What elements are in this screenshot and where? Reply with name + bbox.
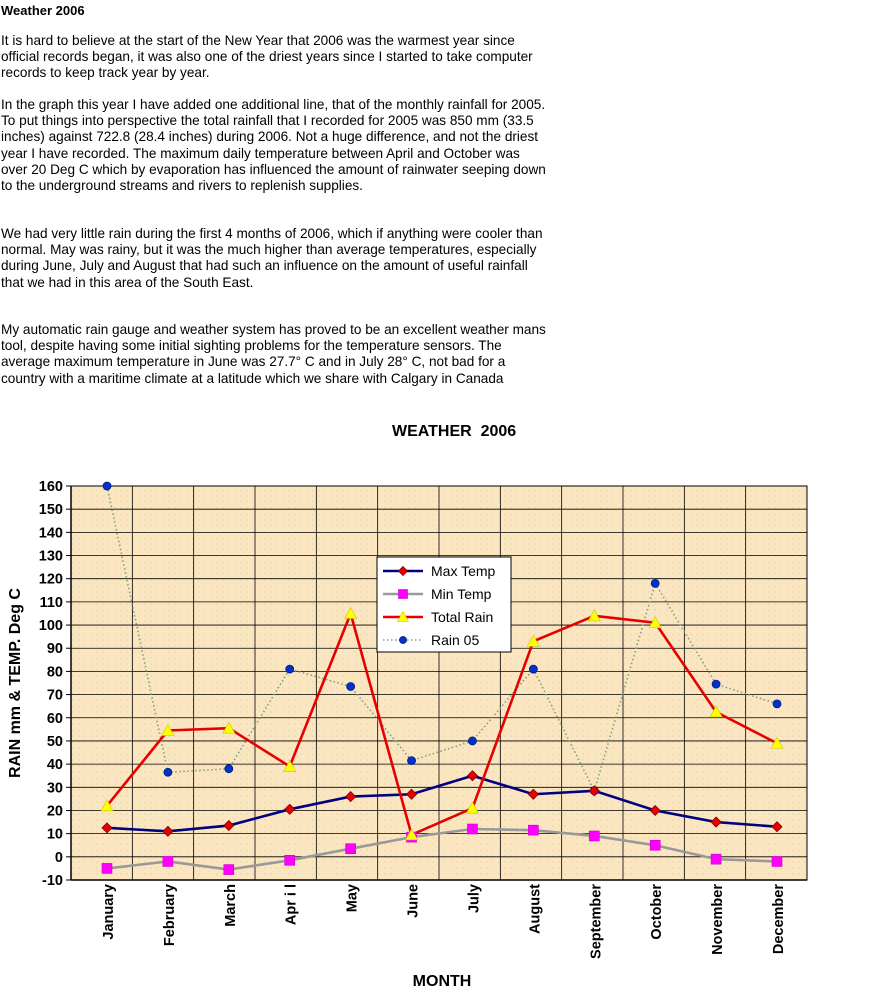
data-point-rain-05 [347,682,355,690]
article-paragraph: My automatic rain gauge and weather system has proved to be an excellent weather mans tool, despite having some initial sighting problems for the temperature sensors. The average maximum temperature in June was 27.7° C and in July 28° C, not bad for a country with a maritime climate at a latitude which we share with Calgary in Canada [1,322,546,386]
data-point-min-temp [224,865,234,875]
y-tick-label: 90 [46,641,63,658]
legend-label: Min Temp [431,586,492,602]
data-point-rain-05 [712,680,720,688]
chart-title: WEATHER 2006 [392,423,517,440]
data-point-rain-05 [773,700,781,708]
y-tick-label: 80 [46,664,63,681]
weather-chart [0,440,879,1000]
y-tick-label: 20 [46,803,63,820]
data-point-rain-05 [529,665,537,673]
x-tick-label: August [527,884,544,934]
data-point-rain-05 [164,768,172,776]
x-tick-label: December [771,884,787,955]
data-point-min-temp [467,824,477,834]
y-tick-label: 130 [38,548,63,565]
y-tick-label: 110 [39,594,63,611]
data-point-min-temp [589,831,599,841]
y-tick-label: 160 [38,479,63,495]
y-tick-label: 40 [46,757,63,774]
legend-label: Max Temp [431,563,496,579]
y-axis-title: RAIN mm & TEMP. Deg C [7,588,24,778]
data-point-min-temp [285,855,295,865]
x-tick-label: October [649,884,666,940]
y-tick-label: 50 [46,733,63,750]
article-paragraph: In the graph this year I have added one additional line, that of the monthly rainfall for 2005. To put things into perspective the total rainfall that I recorded for 2005 was 850 mm (33.5 inches) against 722.8 (28.4 inches) during 2006. Not a huge difference, and not the driest year I have recorded. The maximum daily temperature between April and October was over 20 Deg C which by evaporation has influenced the amount of rainwater seeping down to the underground streams and rivers to replenish supplies. [1,97,546,194]
x-tick-label: February [161,884,178,947]
y-tick-label: 70 [46,687,63,704]
y-tick-label: 10 [46,826,63,843]
data-point-min-temp [163,856,173,866]
x-tick-label: September [588,884,605,959]
article-heading: Weather 2006 [1,3,85,18]
article-paragraph: We had very little rain during the first 4 months of 2006, which if anything were cooler than normal. May was rainy, but it was the much higher than average temperatures, especially during June, July and August that had such an influence on the amount of useful rainfall that we had in this area of the South East. [1,226,543,290]
y-tick-label: 30 [46,780,63,797]
legend-label: Total Rain [431,609,494,625]
data-point-min-temp [102,863,112,873]
y-tick-label: 60 [46,710,63,727]
y-tick-label: -10 [42,873,63,889]
x-axis-title: MONTH [412,973,472,990]
x-tick-label: March [222,884,239,927]
data-point-rain-05 [468,737,476,745]
x-tick-label: November [710,884,727,955]
x-tick-label: May [344,884,361,913]
data-point-min-temp [650,840,660,850]
x-tick-label: January [101,884,117,940]
data-point-min-temp [346,844,356,854]
data-point-rain-05 [225,765,233,773]
data-point-min-temp [711,854,721,864]
y-tick-label: 120 [38,571,63,588]
data-point-rain-05 [651,579,659,587]
legend-label: Rain 05 [431,632,480,648]
y-tick-label: 150 [38,502,63,519]
legend-marker [399,590,408,599]
x-tick-label: Apr i l [283,884,300,926]
y-tick-label: 0 [54,849,63,866]
data-point-rain-05 [103,482,111,490]
x-tick-label: June [405,884,422,918]
legend-marker [400,637,407,644]
data-point-min-temp [528,825,538,835]
data-point-rain-05 [408,757,416,765]
data-point-rain-05 [286,665,294,673]
data-point-min-temp [772,856,782,866]
y-tick-label: 140 [38,525,63,542]
article-paragraph: It is hard to believe at the start of the New Year that 2006 was the warmest year since official records began, it was also one of the driest years since I started to take computer records to keep track year by year. [1,33,533,81]
y-tick-label: 100 [38,618,63,635]
x-tick-label: July [466,884,483,914]
